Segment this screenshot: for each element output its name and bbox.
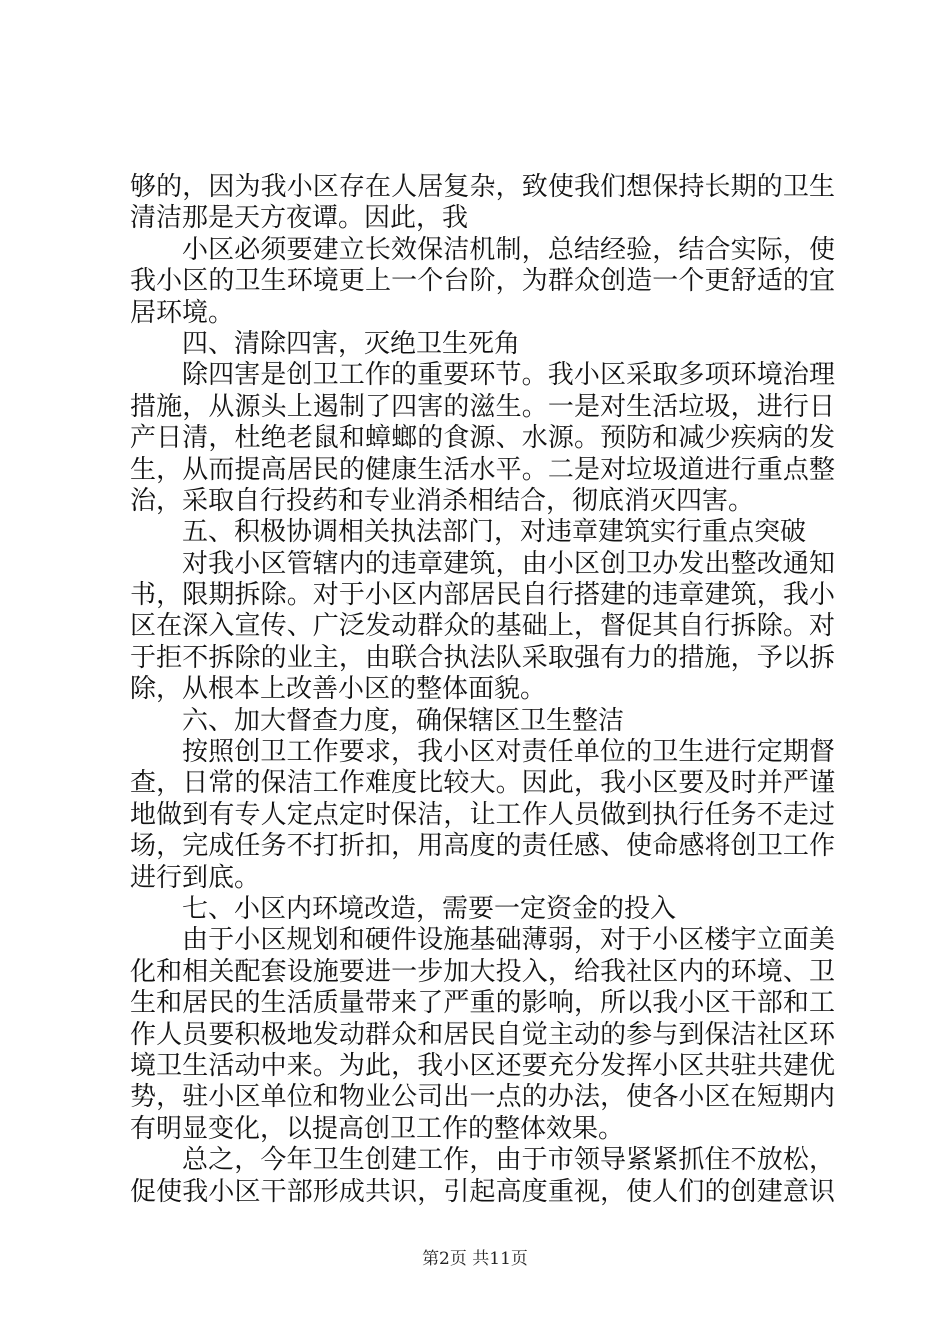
paragraph-first-line: 由于小区规划和硬件设施基础薄弱，对于小区楼宇立面美 [182,925,835,956]
paragraph-line: 势，驻小区单位和物业公司出一点的办法，使各小区在短期内 [130,1082,835,1113]
page-footer: 第2页 共11页 [422,1249,528,1269]
paragraph-first-line: 小区必须要建立长效保洁机制，总结经验，结合实际，使 [182,234,835,265]
paragraph-line: 于拒不拆除的业主，由联合执法队采取强有力的措施，予以拆 [130,642,835,673]
paragraph-line: 生，从而提高居民的健康生活水平。二是对垃圾道进行重点整 [130,454,835,485]
paragraph-line: 清洁那是天方夜谭。因此，我 [130,203,469,234]
paragraph-line: 作人员要积极地发动群众和居民自觉主动的参与到保洁社区环 [130,1019,835,1050]
paragraph-line: 进行到底。 [130,862,261,893]
paragraph-first-line: 四、清除四害，灭绝卫生死角 [182,328,521,359]
paragraph-first-line: 六、加大督查力度，确保辖区卫生整洁 [182,705,625,736]
paragraph-first-line: 对我小区管辖内的违章建筑，由小区创卫办发出整改通知 [182,548,835,579]
paragraph-line: 有明显变化，以提高创卫工作的整体效果。 [130,1113,625,1144]
paragraph-line: 促使我小区干部形成共识，引起高度重视，使人们的创建意识 [130,1176,835,1207]
paragraph-first-line: 七、小区内环境改造，需要一定资金的投入 [182,893,677,924]
paragraph-first-line: 按照创卫工作要求，我小区对责任单位的卫生进行定期督 [182,737,835,768]
paragraph-line: 地做到有专人定点定时保洁，让工作人员做到执行任务不走过 [130,799,835,830]
paragraph-line: 场，完成任务不打折扣，用高度的责任感、使命感将创卫工作 [130,831,835,862]
paragraph-line: 除，从根本上改善小区的整体面貌。 [130,674,547,705]
paragraph-line: 查，日常的保洁工作难度比较大。因此，我小区要及时并严谨 [130,768,835,799]
paragraph-line: 我小区的卫生环境更上一个台阶，为群众创造一个更舒适的宜 [130,266,835,297]
document-body [130,172,835,1208]
paragraph-line: 书，限期拆除。对于小区内部居民自行搭建的违章建筑，我小 [130,580,835,611]
paragraph-line: 区在深入宣传、广泛发动群众的基础上，督促其自行拆除。对 [130,611,835,642]
paragraph-first-line: 除四害是创卫工作的重要环节。我小区采取多项环境治理 [182,360,835,391]
paragraph-line: 措施，从源头上遏制了四害的滋生。一是对生活垃圾，进行日 [130,391,835,422]
paragraph-first-line: 五、积极协调相关执法部门，对违章建筑实行重点突破 [182,517,807,548]
paragraph-line: 境卫生活动中来。为此，我小区还要充分发挥小区共驻共建优 [130,1050,835,1081]
paragraph-first-line: 总之，今年卫生创建工作，由于市领导紧紧抓住不放松， [182,1145,835,1176]
paragraph-line: 居环境。 [130,297,235,328]
paragraph-line: 够的，因为我小区存在人居复杂，致使我们想保持长期的卫生 [130,172,835,202]
paragraph-line: 产日清，杜绝老鼠和蟑螂的食源、水源。预防和减少疾病的发 [130,423,835,454]
paragraph-line: 治，采取自行投药和专业消杀相结合，彻底消灭四害。 [130,485,755,516]
paragraph-line: 生和居民的生活质量带来了严重的影响，所以我小区干部和工 [130,988,835,1019]
paragraph-line: 化和相关配套设施要进一步加大投入，给我社区内的环境、卫 [130,956,835,987]
